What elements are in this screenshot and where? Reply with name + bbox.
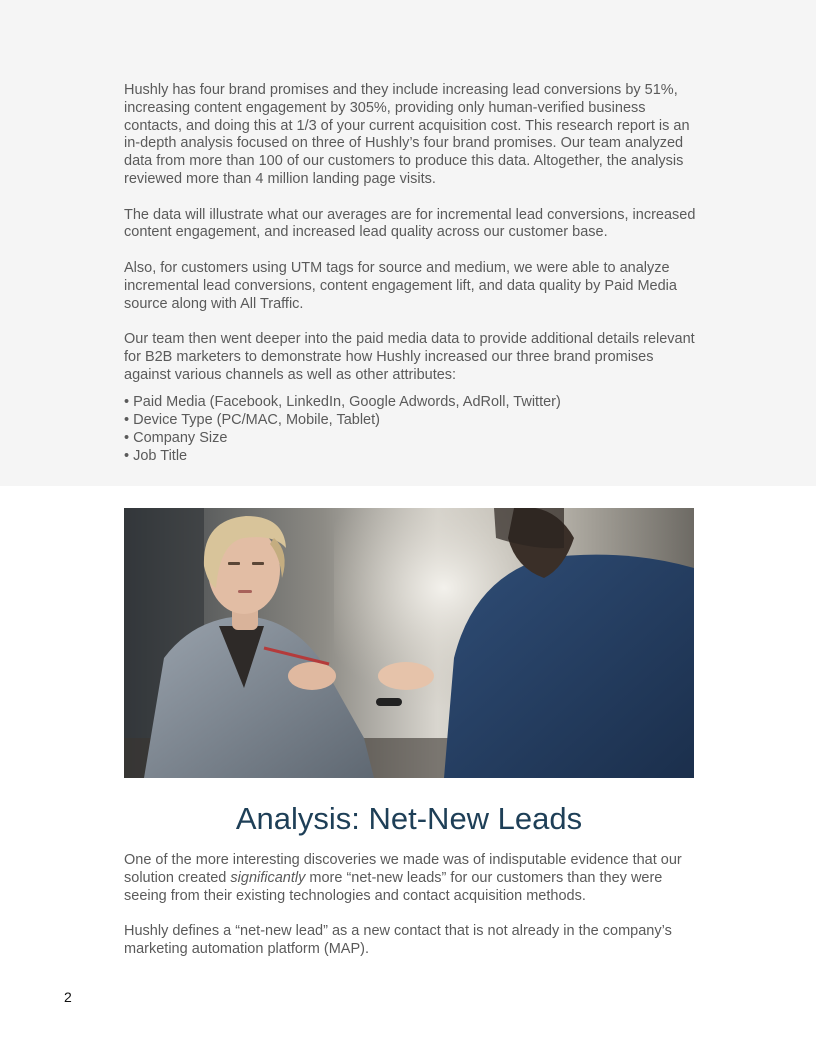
section-paragraph-2: Hushly defines a “net-new lead” as a new contact that is not already in the company’s marketing automation platform (MAP). bbox=[124, 923, 672, 957]
intro-section bbox=[124, 82, 698, 466]
section-title: Analysis: Net-New Leads bbox=[235, 801, 583, 836]
intro-paragraph-3: Also, for customers using UTM tags for source and medium, we were able to analyze incremental lead conversions, content engagement lift, and data quality by Paid Media source along with All Traffic. bbox=[124, 259, 677, 312]
intro-paragraph-1: Hushly has four brand promises and they include increasing lead conversions by 51%, increasing content engagement by 305%, providing only human-verified business contacts, and doing this at 1/3 of your current acquisition cost. This research report is an in-depth analysis focused on three of Hushly’s four brand promises. Our team analyzed data from more than 100 of our customers to produce this data. Altogether, the analysis reviewed more than 4 million landing page visits. bbox=[124, 82, 690, 187]
meeting-photo bbox=[124, 508, 694, 778]
paragraph-text: One of the more interesting discoveries we made was of indisputable evidence that our solution created bbox=[124, 852, 682, 886]
emphasis-text: significantly bbox=[230, 869, 306, 886]
intro-paragraph-2: The data will illustrate what our averages are for incremental lead conversions, increased content engagement, and increased lead quality across our customer base. bbox=[124, 206, 696, 241]
list-item: • Device Type (PC/MAC, Mobile, Tablet) bbox=[124, 412, 698, 430]
list-item: • Company Size bbox=[124, 430, 698, 448]
intro-paragraph-4: Our team then went deeper into the paid media data to provide additional details relevant for B2B marketers to demonstrate how Hushly increased our three brand promises against various channels as well as other attributes: bbox=[124, 331, 695, 383]
section-paragraph-1 bbox=[124, 852, 698, 905]
list-item: • Job Title bbox=[124, 448, 698, 466]
list-item: • Paid Media (Facebook, LinkedIn, Google Adwords, AdRoll, Twitter) bbox=[124, 394, 698, 412]
attribute-list bbox=[124, 394, 698, 465]
net-new-leads-body bbox=[124, 852, 698, 977]
paragraph-text: more “net-new leads” for our customers than they were seeing from their existing technologies and contact acquisition methods. bbox=[124, 869, 663, 904]
page-number: 2 bbox=[64, 989, 72, 1005]
